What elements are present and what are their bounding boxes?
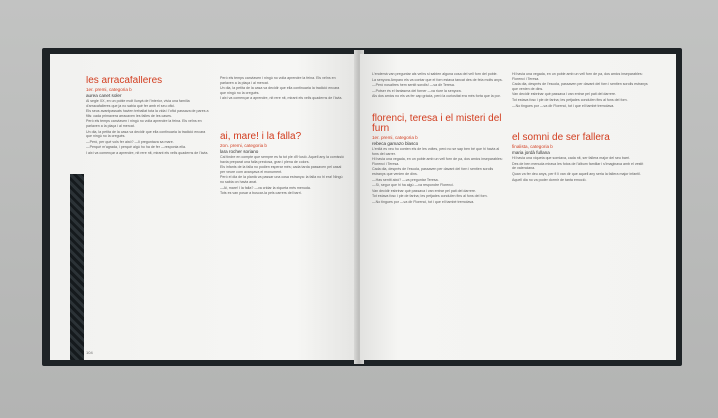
left-column-2	[220, 76, 346, 351]
paragraph: Cal tindre en compte que sempre es fa tot ple d'il·lusió. Aquell any la comissió havia preparat una falla preciosa, gran i plena de colors.	[220, 154, 344, 164]
paragraph: Al segle XX, en un poble molt llunyà de l'interior, vivia una família d'arracafalleres que ja no sabia què fer amb el seu ofici.	[86, 99, 190, 108]
paragraph: Un dia, la petita de la casa va decidir que ella continuaria la tradició encara que ningú no la cregués.	[220, 86, 340, 95]
left-column-1	[86, 76, 210, 351]
paragraph: Tot estava fosc i ple de farina; les petjades conduïen fins al fons del forn.	[372, 194, 488, 199]
paragraph: Van decidir esbrinar què passava i van entrar pel pati del darrere.	[372, 188, 477, 193]
paragraph: Van decidir esbrinar què passava i van entrar pel pati del darrere.	[512, 92, 617, 97]
paragraph: Des de ben menuda mirava les fotos de l'àlbum familiar i s'imaginava amb el vestit de valenciana.	[512, 161, 644, 171]
story-prize: 1er. premi, categoria b	[372, 134, 418, 140]
story-title: el somni de ser fallera	[512, 132, 610, 144]
paragraph: I així va començar a aprendre, nit rere nit, mirant els vells quaderns de l'àvia.	[86, 150, 209, 155]
paragraph: Cada dia, després de l'escola, passaven per davant del forn i sentien sorolls estranys que venien de dins.	[512, 82, 648, 91]
paragraph: Als dos amics no els va fer cap gràcia, però la curiositat era més forta que la por.	[372, 94, 501, 99]
paragraph: —Però nosaltres hem sentit sorolls! —va dir Teresa.	[372, 83, 455, 88]
right-column-2	[512, 72, 648, 352]
story-prize: 2on. premi, categoria b	[220, 142, 267, 148]
paragraph: Tot estava fosc i ple de farina; les petjades conduïen fins al fons del forn.	[512, 97, 628, 102]
story-title: florenci, teresa i el misteri del furn	[372, 112, 502, 134]
paragraph: —Perquè m'agrada, i perquè algú ho ha de fer —responia ella.	[86, 145, 186, 150]
story-author: rebeca gamazo blasco	[372, 140, 419, 146]
paragraph: La senyora Amparo els va contar que el forn estava tancat des de feia molts anys.	[372, 77, 503, 82]
story-author: aurea canet soler	[86, 93, 122, 98]
right-page	[360, 54, 676, 360]
paragraph: —Ai, mare! I la falla? —va cridar la xiqueta més menuda.	[220, 185, 311, 190]
paragraph: Els seus avantpassats havien treballat tota la vida i l'ofici passava de pares a fills: cada primavera arracaven les falles de les cases.	[86, 109, 209, 118]
paragraph: Quan va fer deu anys, per fi li van dir que aquell any seria la fallera major infantil.	[512, 171, 641, 176]
story-title: les arracafalleres	[86, 76, 163, 86]
paragraph: —Però, per què vols fer això? —li preguntava sa mare.	[86, 139, 174, 144]
paragraph: Però el dia de la plantà va passar una cosa estranya: la falla no hi era! Ningú no sabia on havia anat.	[220, 175, 343, 184]
paragraph: I així va començar a aprendre, nit rere nit, mirant els vells quaderns de l'àvia.	[220, 96, 343, 101]
story-title: ai, mare! i la falla?	[220, 130, 302, 142]
paragraph: Els infants de la falla no podien esperar més; cada tarda passaven pel casal per veure com avançava el monument.	[220, 165, 342, 174]
paragraph: Però els temps canviaven i ningú no volia aprendre la feina. Els veïns en parlaven a la plaça i al mercat.	[86, 119, 202, 128]
paragraph: —Potser és el fantasma del forner —va riure la senyora.	[372, 88, 462, 93]
left-page	[50, 54, 358, 360]
page-number: 104	[86, 350, 93, 355]
paragraph: Hi havia una xiqueta que somiava, cada nit, ser fallera major del seu barri.	[512, 156, 631, 161]
paragraph: L'enllà es veu ho conten els de les voltes, però no se sap ben bé que hi havia al fons del carrer.	[372, 146, 500, 156]
paragraph: —No tingues por —va dir Florenci, tot i que ell també tremolava.	[372, 199, 475, 204]
paragraph: Hi havia una vegada, en un poble amb un vell forn de pa, dos amics inseparables: Florenci i Teresa.	[372, 157, 503, 166]
story-author: lara rocher soriano	[220, 148, 259, 154]
decorative-strip	[70, 174, 84, 360]
story-prize: finalista, categoria b	[512, 144, 553, 150]
paragraph: —Has sentit això? —va preguntar Teresa.	[372, 177, 439, 182]
paragraph: Hi havia una vegada, en un poble amb un vell forn de pa, dos amics inseparables: Florenci i Teresa.	[512, 72, 643, 81]
paragraph: Però els temps canviaven i ningú no volia aprendre la feina. Els veïns en parlaven a la plaça i al mercat.	[220, 76, 336, 85]
paragraph: Cada dia, després de l'escola, passaven per davant del forn i sentien sorolls estranys que venien de dins.	[372, 167, 494, 176]
paragraph: Aquell dia no va poder dormir de tanta emoció.	[512, 177, 587, 182]
story-prize: 1er. premi, categoria b	[86, 87, 132, 92]
paragraph: L'endemà van preguntar als veïns si sabien alguna cosa del vell forn del poble.	[372, 72, 498, 76]
paragraph: Tots es van posar a buscar-la pels carrers del barri.	[220, 191, 302, 196]
paragraph: —No tingues por —va dir Florenci, tot i que ell també tremolava.	[512, 103, 615, 108]
right-column-1	[372, 72, 506, 352]
paragraph: Un dia, la petita de la casa va decidir que ella continuaria la tradició encara que ningú no la cregués.	[86, 129, 206, 139]
paragraph: —Sí, segur que hi ha algú —va respondre Florenci.	[372, 183, 454, 188]
story-author: maria jordà fullana	[512, 150, 550, 156]
